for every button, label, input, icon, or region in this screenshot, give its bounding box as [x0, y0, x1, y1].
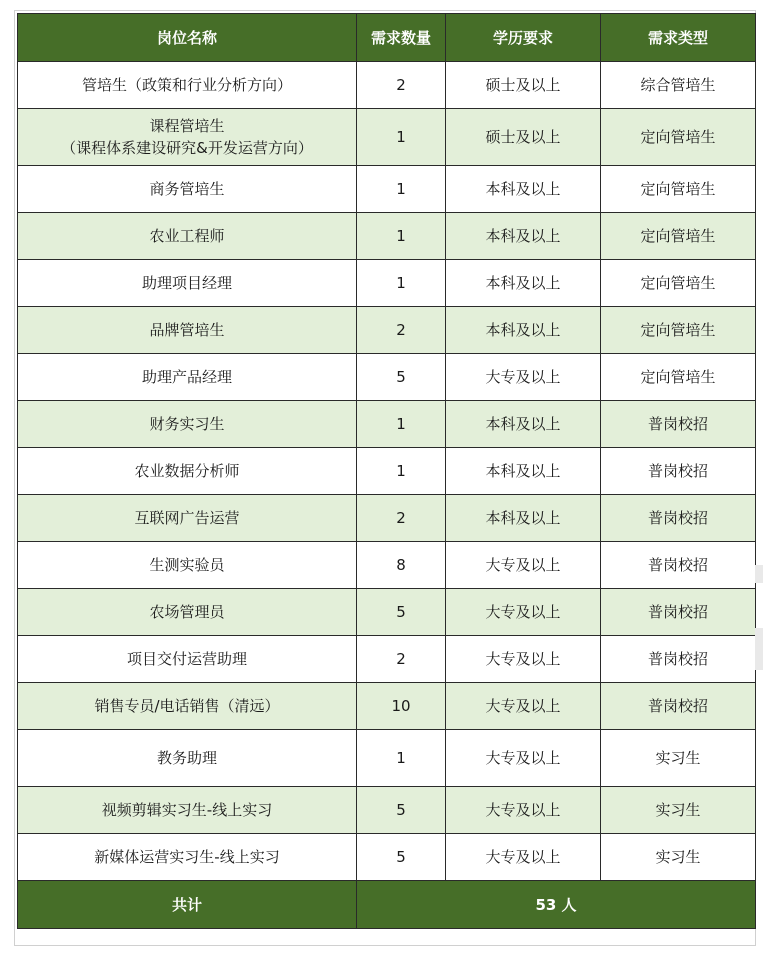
cell-education: 大专及以上 [446, 589, 601, 636]
cell-education: 本科及以上 [446, 213, 601, 260]
cell-type: 定向管培生 [601, 260, 756, 307]
cell-position-name: 农业工程师 [18, 213, 357, 260]
header-position-name: 岗位名称 [18, 14, 357, 62]
table-row [18, 448, 756, 495]
cell-education: 本科及以上 [446, 260, 601, 307]
cell-position-name: 项目交付运营助理 [18, 636, 357, 683]
cell-type: 定向管培生 [601, 109, 756, 166]
cell-education: 大专及以上 [446, 354, 601, 401]
cell-count: 8 [357, 542, 446, 589]
table-row [18, 213, 756, 260]
cell-count: 1 [357, 448, 446, 495]
cell-position-name: 农业数据分析师 [18, 448, 357, 495]
position-name-line-2: （课程体系建设研究&开发运营方向） [61, 139, 313, 157]
table-row [18, 542, 756, 589]
cell-count: 5 [357, 787, 446, 834]
cell-count: 1 [357, 166, 446, 213]
cell-education: 本科及以上 [446, 495, 601, 542]
cell-count: 5 [357, 589, 446, 636]
table-row [18, 166, 756, 213]
cell-count: 1 [357, 260, 446, 307]
cell-type: 定向管培生 [601, 354, 756, 401]
table-row [18, 109, 756, 166]
cell-type: 普岗校招 [601, 636, 756, 683]
cell-count: 5 [357, 354, 446, 401]
cell-type: 实习生 [601, 730, 756, 787]
table-row [18, 495, 756, 542]
cell-education: 大专及以上 [446, 787, 601, 834]
table-row [18, 354, 756, 401]
cell-type: 定向管培生 [601, 166, 756, 213]
table-row [18, 636, 756, 683]
cell-count: 5 [357, 834, 446, 881]
cell-education: 大专及以上 [446, 636, 601, 683]
cell-education: 本科及以上 [446, 166, 601, 213]
cell-type: 普岗校招 [601, 683, 756, 730]
cell-education: 大专及以上 [446, 730, 601, 787]
header-row [18, 14, 756, 62]
cell-education: 大专及以上 [446, 834, 601, 881]
cell-count: 1 [357, 401, 446, 448]
cell-education: 本科及以上 [446, 307, 601, 354]
cell-type: 普岗校招 [601, 542, 756, 589]
cell-position-name: 视频剪辑实习生-线上实习 [18, 787, 357, 834]
table-row [18, 62, 756, 109]
cell-position-name: 管培生（政策和行业分析方向） [18, 62, 357, 109]
position-name-line-1: 课程管培生 [149, 117, 225, 135]
edge-decoration [755, 565, 763, 583]
cell-position-name: 财务实习生 [18, 401, 357, 448]
cell-position-name: 品牌管培生 [18, 307, 357, 354]
cell-position-name: 助理产品经理 [18, 354, 357, 401]
footer-total-label: 共计 [18, 881, 357, 929]
cell-position-name: 销售专员/电话销售（清远） [18, 683, 357, 730]
cell-type: 普岗校招 [601, 448, 756, 495]
footer-total-value: 53 人 [357, 881, 756, 929]
cell-type: 综合管培生 [601, 62, 756, 109]
cell-position-name: 新媒体运营实习生-线上实习 [18, 834, 357, 881]
cell-type: 实习生 [601, 834, 756, 881]
cell-education: 本科及以上 [446, 401, 601, 448]
cell-position-name: 商务管培生 [18, 166, 357, 213]
cell-count: 2 [357, 495, 446, 542]
cell-education: 大专及以上 [446, 683, 601, 730]
cell-education: 本科及以上 [446, 448, 601, 495]
cell-count: 2 [357, 62, 446, 109]
cell-count: 1 [357, 109, 446, 166]
edge-decoration [755, 628, 763, 670]
header-count: 需求数量 [357, 14, 446, 62]
job-table [17, 13, 756, 929]
cell-education: 硕士及以上 [446, 109, 601, 166]
cell-position-name [18, 109, 357, 166]
table-row [18, 683, 756, 730]
cell-type: 实习生 [601, 787, 756, 834]
cell-education: 大专及以上 [446, 542, 601, 589]
table-row [18, 307, 756, 354]
cell-position-name: 互联网广告运营 [18, 495, 357, 542]
cell-count: 2 [357, 307, 446, 354]
cell-type: 普岗校招 [601, 401, 756, 448]
cell-position-name: 助理项目经理 [18, 260, 357, 307]
cell-type: 普岗校招 [601, 589, 756, 636]
cell-count: 2 [357, 636, 446, 683]
header-education: 学历要求 [446, 14, 601, 62]
cell-count: 10 [357, 683, 446, 730]
cell-count: 1 [357, 730, 446, 787]
cell-position-name: 教务助理 [18, 730, 357, 787]
cell-type: 定向管培生 [601, 213, 756, 260]
cell-type: 普岗校招 [601, 495, 756, 542]
cell-type: 定向管培生 [601, 307, 756, 354]
table-row [18, 834, 756, 881]
footer-row [18, 881, 756, 929]
header-type: 需求类型 [601, 14, 756, 62]
table-row [18, 730, 756, 787]
table-row [18, 589, 756, 636]
table-row [18, 260, 756, 307]
table-row [18, 401, 756, 448]
cell-position-name: 生测实验员 [18, 542, 357, 589]
table-row [18, 787, 756, 834]
cell-education: 硕士及以上 [446, 62, 601, 109]
cell-count: 1 [357, 213, 446, 260]
cell-position-name: 农场管理员 [18, 589, 357, 636]
